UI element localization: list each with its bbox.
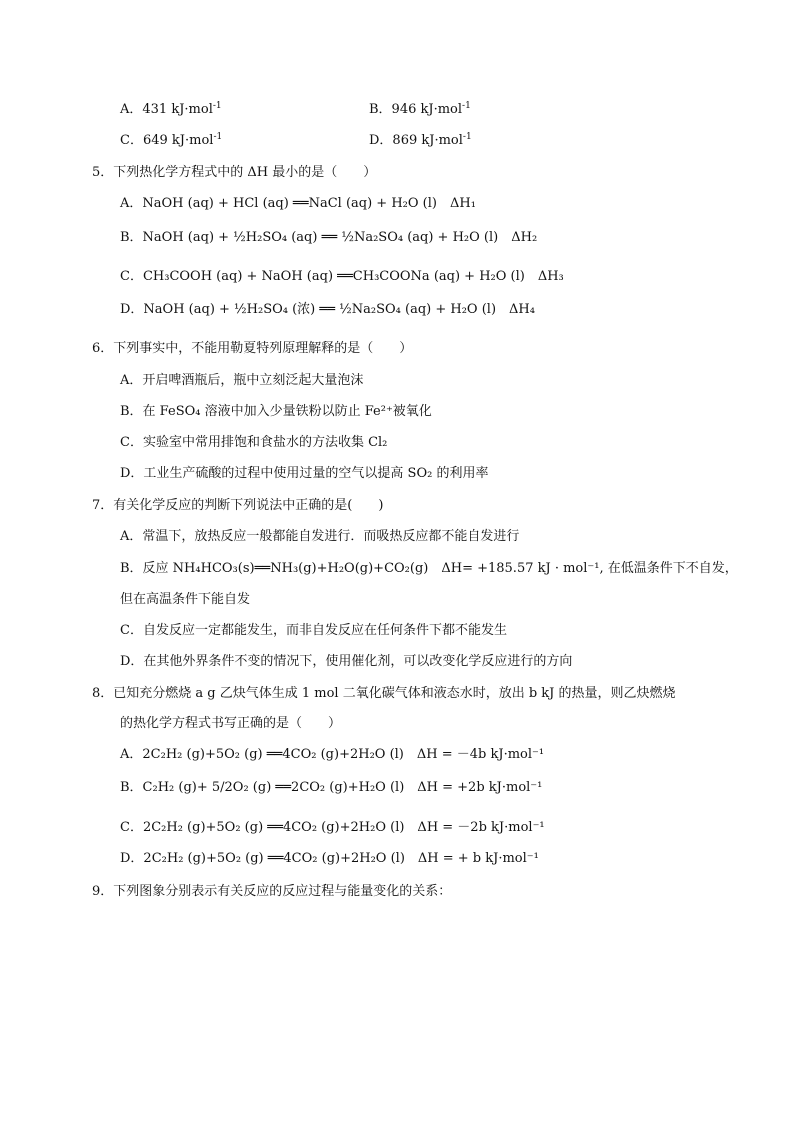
- q6-option-a: A．开启啤酒瓶后，瓶中立刻泛起大量泡沫: [120, 373, 364, 388]
- q6-option-b: B．在 FeSO₄ 溶液中加入少量铁粉以防止 Fe²⁺被氧化: [120, 404, 432, 419]
- q6-option-c: C．实验室中常用排饱和食盐水的方法收集 Cl₂: [120, 435, 388, 450]
- q9-stem: 9．下列图象分别表示有关反应的反应过程与能量变化的关系：: [92, 884, 452, 899]
- prev-option-d: D．869 kJ·mol$^{-1}$: [369, 132, 472, 148]
- prev-option-a: A．431 kJ·mol$^{-1}$: [120, 101, 222, 117]
- q6-stem: 6．下列事实中，不能用勒夏特列原理解释的是（ ）: [92, 341, 413, 356]
- q6-option-d: D．工业生产硫酸的过程中使用过量的空气以提高 SO₂ 的利用率: [120, 466, 489, 481]
- q7-option-a: A．常温下，放热反应一般都能自发进行．而吸热反应都不能自发进行: [120, 529, 520, 544]
- q8-option-a: A．2C₂H₂ (g)+5O₂ (g) ══4CO₂ (g)+2H₂O (l) ΔH = －4b kJ·mol⁻¹: [120, 747, 545, 762]
- q8-stem-line1: 8．已知充分燃烧 a g 乙炔气体生成 1 mol 二氧化碳气体和液态水时，放出 b kJ 的热量，则乙炔燃烧: [92, 686, 676, 701]
- q5-option-a: A．NaOH (aq) + HCl (aq) ══NaCl (aq) + H₂O (l) ΔH₁: [120, 196, 476, 211]
- q5-stem: 5．下列热化学方程式中的 ΔH 最小的是（ ）: [92, 165, 377, 180]
- q5-option-c: C．CH₃COOH (aq) + NaOH (aq) ══CH₃COONa (aq) + H₂O (l) ΔH₃: [120, 269, 564, 284]
- q8-stem-line2: 的热化学方程式书写正确的是（ ）: [120, 716, 342, 731]
- q7-option-c: C．自发反应一定都能发生，而非自发反应在任何条件下都不能发生: [120, 623, 507, 638]
- q7-option-b-continued: 但在高温条件下能自发: [120, 592, 251, 607]
- q8-option-b: B．C₂H₂ (g)+ 5/2O₂ (g) ══2CO₂ (g)+H₂O (l) ΔH = +2b kJ·mol⁻¹: [120, 780, 543, 795]
- q7-stem: 7．有关化学反应的判断下列说法中正确的是( ): [92, 498, 384, 513]
- q5-option-b: B．NaOH (aq) + ½H₂SO₄ (aq) ══ ½Na₂SO₄ (aq) + H₂O (l) ΔH₂: [120, 230, 538, 245]
- q8-option-c: C．2C₂H₂ (g)+5O₂ (g) ══4CO₂ (g)+2H₂O (l) ΔH = －2b kJ·mol⁻¹: [120, 820, 545, 835]
- q7-option-b: B．反应 NH₄HCO₃(s)══NH₃(g)+H₂O(g)+CO₂(g) ΔH= +185.57 kJ · mol⁻¹, 在低温条件下不自发，: [120, 561, 738, 576]
- prev-option-b: B．946 kJ·mol$^{-1}$: [369, 101, 471, 117]
- prev-option-c: C．649 kJ·mol$^{-1}$: [120, 132, 223, 148]
- q8-option-d: D．2C₂H₂ (g)+5O₂ (g) ══4CO₂ (g)+2H₂O (l) ΔH = + b kJ·mol⁻¹: [120, 851, 539, 866]
- q7-option-d: D．在其他外界条件不变的情况下，使用催化剂，可以改变化学反应进行的方向: [120, 654, 573, 669]
- q5-option-d: D．NaOH (aq) + ½H₂SO₄ (浓) ══ ½Na₂SO₄ (aq) + H₂O (l) ΔH₄: [120, 302, 535, 317]
